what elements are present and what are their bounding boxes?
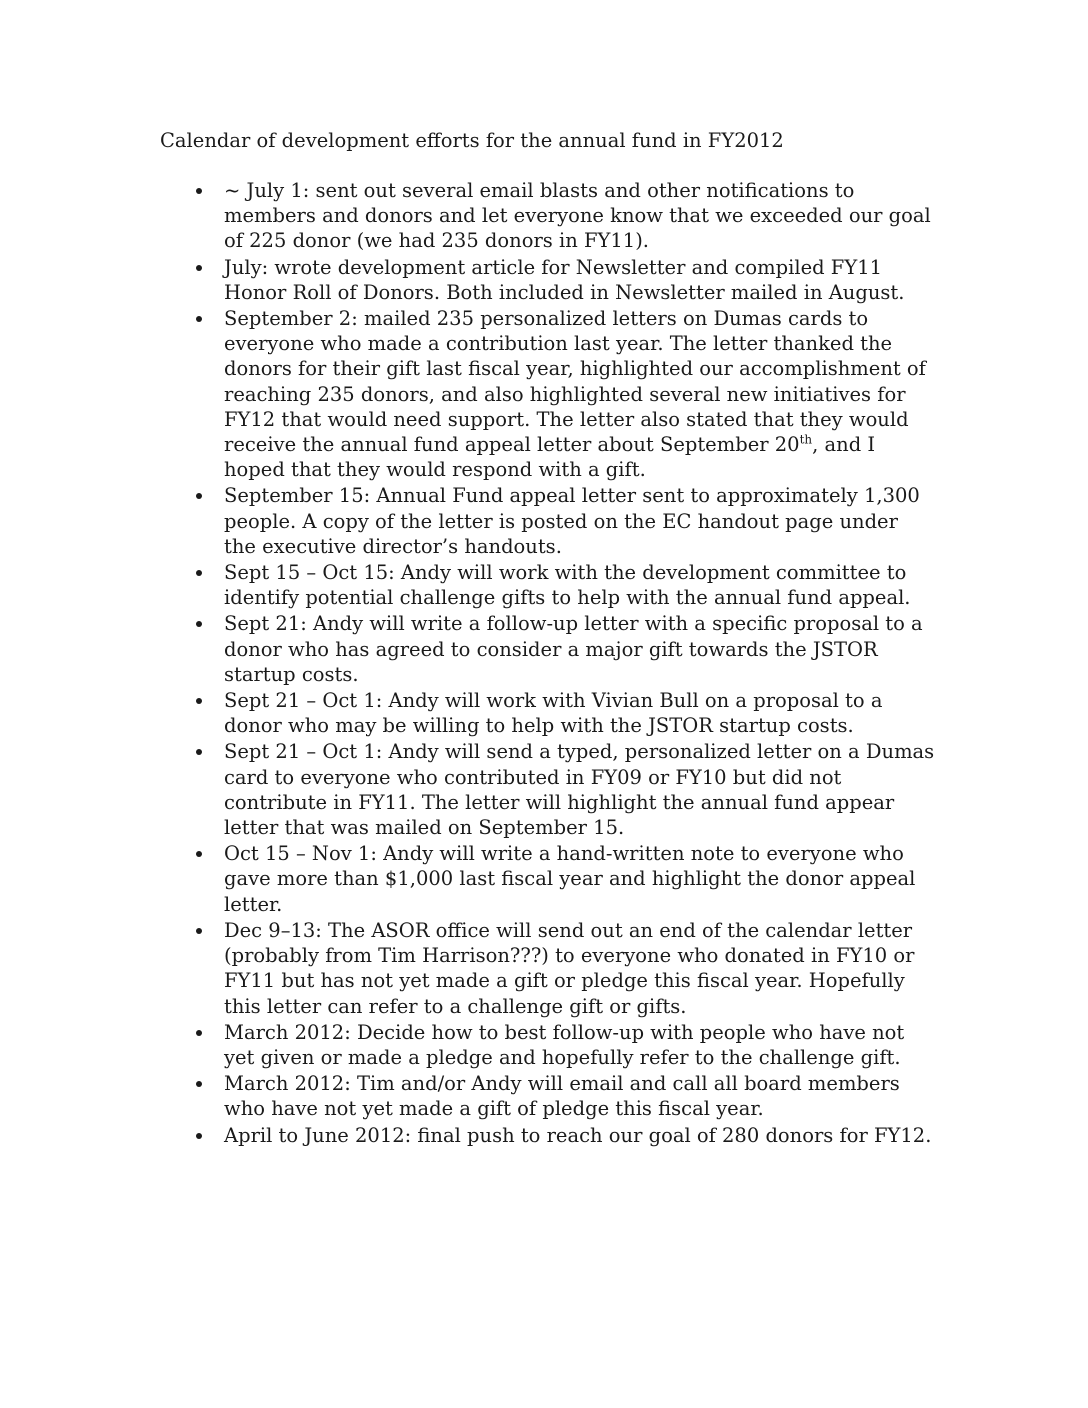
list-item-text: Oct 15 – Nov 1: Andy will write a hand-written note to everyone who gave more than $1,000 last fiscal year and highlight the donor appeal letter.: [224, 842, 916, 916]
list-item: [0, 918, 936, 1019]
list-item: [0, 688, 936, 738]
document-title: Calendar of development efforts for the annual fund in FY2012: [160, 129, 784, 152]
bullet-dot-icon: [196, 749, 202, 755]
bullet-dot-icon: [196, 621, 202, 627]
list-item-text: April to June 2012: final push to reach our goal of 280 donors for FY12.: [224, 1123, 932, 1147]
bullet-dot-icon: [196, 316, 202, 322]
bullet-list: [0, 178, 1088, 1149]
bullet-dot-icon: [196, 1030, 202, 1036]
bullet-dot-icon: [196, 1133, 202, 1139]
list-item: [0, 306, 936, 482]
list-item: [0, 178, 936, 254]
list-item-text: September 15: Annual Fund appeal letter sent to approximately 1,300 people. A copy of the letter is posted on the EC handout page under the executive director’s handouts.: [224, 484, 920, 558]
list-item: [0, 1020, 936, 1070]
list-item: [0, 1071, 936, 1121]
list-item: [0, 611, 936, 687]
list-item-text: Sept 21 – Oct 1: Andy will work with Vivian Bull on a proposal to a donor who may be willing to help with the JSTOR startup costs.: [224, 689, 883, 738]
bullet-dot-icon: [196, 493, 202, 499]
list-item: [0, 483, 936, 559]
list-item-text: July: wrote development article for Newsletter and compiled FY11 Honor Roll of Donors. Both included in Newsletter mailed in August.: [224, 255, 905, 304]
list-item-text-continued: , and I hoped that they would respond with a gift.: [224, 433, 876, 482]
list-item-text: March 2012: Decide how to best follow-up with people who have not yet given or made a pledge and hopefully refer to the challenge gift.: [224, 1020, 905, 1069]
list-item-text: September 2: mailed 235 personalized letters on Dumas cards to everyone who made a contribution last year. The letter thanked the donors for their gift last fiscal year, highlighted our accomplishment of reaching 235 donors, and also highlighted several new initiatives for FY12 that would need support. The letter also stated that they would receive the annual fund appeal letter about September 20: [224, 307, 926, 457]
list-item-text: Dec 9–13: The ASOR office will send out an end of the calendar letter (probably from Tim Harrison???) to everyone who donated in FY10 or FY11 but has not yet made a gift or pledge this fiscal year. Hopefully this letter can refer to a challenge gift or gifts.: [224, 918, 915, 1018]
list-item: [0, 255, 936, 305]
list-item-text: Sept 21: Andy will write a follow-up letter with a specific proposal to a donor who has agreed to consider a major gift towards the JSTOR startup costs.: [224, 612, 923, 686]
bullet-dot-icon: [196, 851, 202, 857]
bullet-dot-icon: [196, 265, 202, 271]
list-item: [0, 560, 936, 610]
list-item: [0, 739, 936, 840]
bullet-dot-icon: [196, 570, 202, 576]
bullet-dot-icon: [196, 1081, 202, 1087]
bullet-dot-icon: [196, 188, 202, 194]
list-item: [0, 841, 936, 917]
list-item-text: ~ July 1: sent out several email blasts and other notifications to members and donors and let everyone know that we exceeded our goal of 225 donor (we had 235 donors in FY11).: [224, 179, 931, 253]
list-item-text: Sept 21 – Oct 1: Andy will send a typed, personalized letter on a Dumas card to everyone who contributed in FY09 or FY10 but did not contribute in FY11. The letter will highlight the annual fund appear letter that was mailed on September 15.: [224, 740, 935, 840]
list-item-text: March 2012: Tim and/or Andy will email and call all board members who have not yet made a gift of pledge this fiscal year.: [224, 1072, 900, 1121]
list-item-superscript: th: [799, 432, 813, 447]
list-item-text: Sept 15 – Oct 15: Andy will work with the development committee to identify potential challenge gifts to help with the annual fund appeal.: [224, 561, 911, 610]
bullet-dot-icon: [196, 698, 202, 704]
list-item: [0, 1123, 936, 1148]
bullet-dot-icon: [196, 928, 202, 934]
